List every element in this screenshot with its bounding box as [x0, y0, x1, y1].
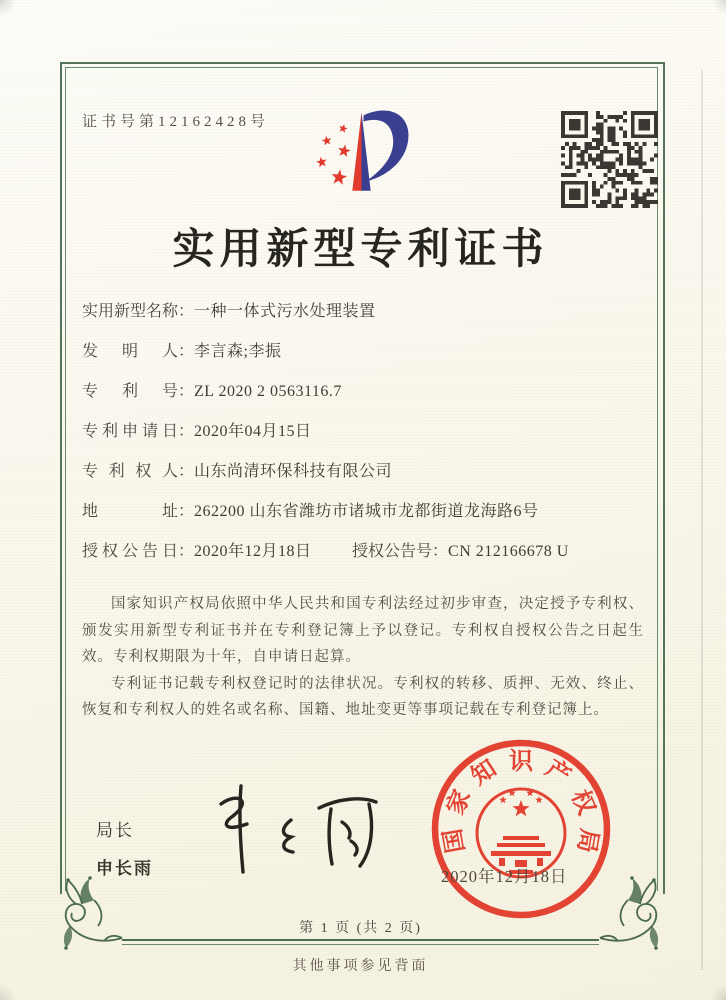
director-name: 申长雨	[96, 859, 153, 878]
director-title: 局长	[96, 821, 134, 840]
qr-code	[561, 111, 658, 208]
scan-edge-shadow	[701, 70, 703, 970]
field-row-patent-no: 专利号：ZL 2020 2 0563116.7	[82, 383, 342, 400]
svg-text:家: 家	[442, 786, 477, 819]
field-row-grant	[82, 543, 644, 561]
svg-text:局: 局	[572, 826, 602, 855]
page-number: 第 1 页 (共 2 页)	[299, 921, 422, 936]
svg-text:国: 国	[440, 826, 470, 855]
field-value: 山东尚清环保科技有限公司	[194, 463, 393, 480]
field-row-filing-date: 专利申请日：2020年04月15日	[82, 423, 312, 440]
svg-text:产: 产	[540, 755, 575, 791]
svg-text:知: 知	[467, 755, 502, 791]
official-seal	[429, 737, 613, 921]
field-label: 专利权人	[82, 463, 178, 480]
svg-text:权: 权	[565, 786, 600, 819]
legal-paragraph-1: 国家知识产权局依照中华人民共和国专利法经过初步审查，决定授予专利权、颁发实用新型专利证书并在专利登记簿上予以登记。专利权自授权公告之日起生效。专利权期限为十年，自申请日起算。	[82, 596, 644, 665]
field-label: 授权公告日	[82, 543, 178, 560]
field-value: ZL 2020 2 0563116.7	[194, 383, 342, 400]
field-value: 2020年04月15日	[194, 423, 312, 440]
seal-date: 2020年12月18日	[441, 867, 568, 886]
certificate-number: 证书号第12162428号	[82, 114, 270, 130]
signoff-block	[96, 816, 153, 879]
field-label: 专利申请日	[82, 423, 178, 440]
grant-no-pair: 授权公告号：CN 212166678 U	[352, 543, 569, 560]
grant-no: CN 212166678 U	[448, 543, 569, 560]
field-list	[82, 303, 644, 583]
field-row-patentee: 专利权人：山东尚清环保科技有限公司	[82, 463, 393, 480]
field-row-address: 地址：262200 山东省潍坊市诸城市龙都街道龙海路6号	[82, 503, 539, 520]
grant-date-pair: 授权公告日：2020年12月18日	[82, 543, 312, 560]
field-row-inventor: 发明人：李言森;李振	[82, 343, 282, 360]
floral-ornament-left-icon	[54, 874, 126, 954]
floral-ornament-right-icon	[596, 874, 668, 954]
back-note: 其他事项参见背面	[292, 959, 429, 974]
field-label: 发明人	[82, 343, 178, 360]
field-row-name: 实用新型名称：一种一体式污水处理装置	[82, 303, 376, 320]
cnipa-logo-icon	[298, 99, 426, 201]
grant-date: 2020年12月18日	[194, 543, 312, 560]
legal-paragraph-2: 专利证书记载专利权登记时的法律状况。专利权的转移、质押、无效、终止、恢复和专利权人的姓名或名称、国籍、地址变更等事项记载在专利登记簿上。	[82, 675, 644, 718]
svg-text:识: 识	[509, 749, 533, 775]
field-label: 专利号	[82, 383, 178, 400]
field-label: 授权公告号	[352, 543, 433, 560]
field-label: 实用新型名称	[82, 303, 179, 320]
bottom-border-line	[122, 939, 599, 945]
field-value: 李言森;李振	[194, 343, 282, 360]
field-label: 地址	[82, 503, 178, 520]
certificate-title: 实用新型专利证书	[172, 227, 549, 273]
field-value: 262200 山东省潍坊市诸城市龙都街道龙海路6号	[194, 503, 539, 520]
legal-text	[82, 591, 644, 724]
field-value: 一种一体式污水处理装置	[194, 303, 376, 320]
director-signature-icon	[203, 778, 385, 878]
